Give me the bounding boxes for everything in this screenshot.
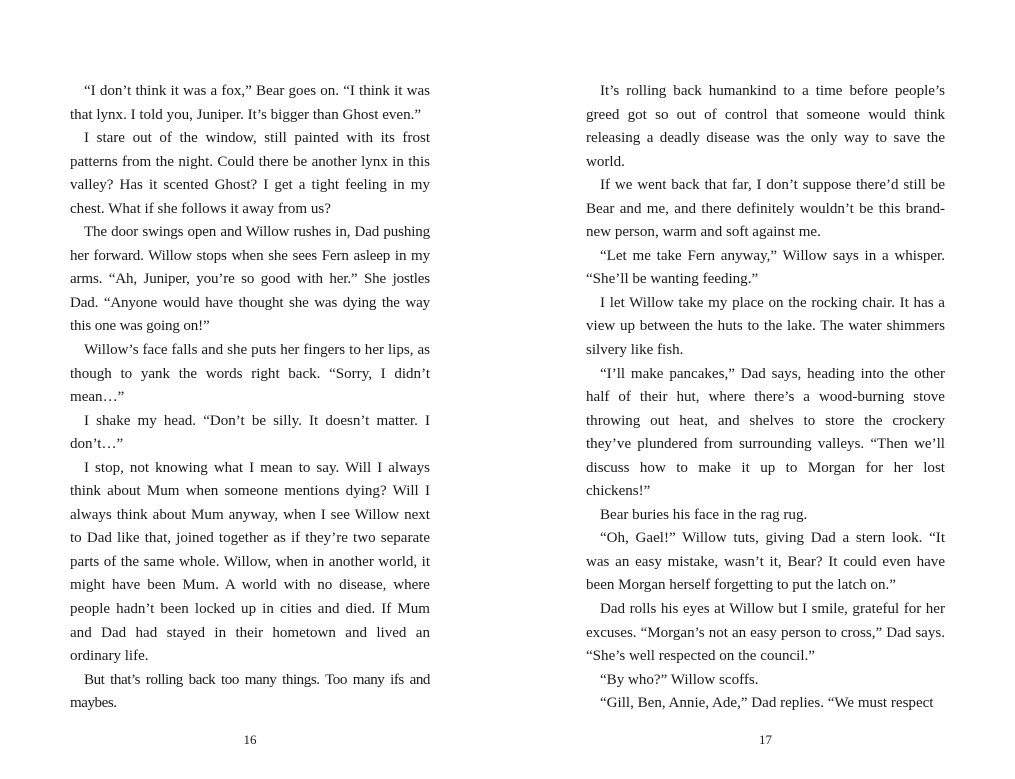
- paragraph: Bear buries his face in the rag rug.: [600, 506, 808, 523]
- paragraph: “Let me take Fern anyway,” Willow says in a whisper. “She’ll be wanting feeding.”: [586, 247, 945, 288]
- right-page: [586, 0, 945, 779]
- paragraph: It’s rolling back humankind to a time before people’s greed got so out of control that someone would think releasing a deadly disease was the only way to save the world.: [586, 83, 945, 170]
- paragraph: I stare out of the window, still painted with its frost patterns from the night. Could there be another lynx in this valley? Has it scented Ghost? I get a tight feeling in my chest. What if she follows it away from us?: [70, 130, 430, 217]
- paragraph: Willow’s face falls and she puts her fingers to her lips, as though to yank the words right back. “Sorry, I didn’t mean…”: [70, 342, 430, 406]
- paragraph: “By who?” Willow scoffs.: [600, 671, 759, 688]
- paragraph: I let Willow take my place on the rocking chair. It has a view up between the huts to the lake. The water shimmers silvery like fish.: [586, 294, 945, 359]
- right-page-text: [586, 80, 945, 716]
- paragraph: “Oh, Gael!” Willow tuts, giving Dad a stern look. “It was an easy mistake, wasn’t it, Bear? It could even have been Morgan herself forgetting to put the latch on.”: [586, 530, 945, 594]
- paragraph: “Gill, Ben, Annie, Ade,” Dad replies. “We must respect: [600, 695, 934, 712]
- left-page-text: [70, 80, 430, 716]
- paragraph: The door swings open and Willow rushes in, Dad pushing her forward. Willow stops when she sees Fern asleep in my arms. “Ah, Juniper, you’re so good with her.” She jostles Dad. “Anyone would have thought she was dying the way this one was going on!”: [70, 224, 430, 335]
- left-page: [70, 0, 430, 779]
- page-number: 16: [243, 732, 257, 747]
- paragraph: I stop, not knowing what I mean to say. Will I always think about Mum when someone mentions dying? Will I always think about Mum anyway, when I see Willow next to Dad like that, joined together as if they’re two separate parts of the same whole. Willow, when in another world, it might have been Mum. A world with no disease, where people hadn’t been locked up in cities and died. If Mum and Dad had stayed in their hometown and lived an ordinary life.: [70, 459, 430, 665]
- paragraph: I shake my head. “Don’t be silly. It doesn’t matter. I don’t…”: [70, 412, 430, 453]
- paragraph: “I don’t think it was a fox,” Bear goes on. “I think it was that lynx. I told you, Juniper. It’s bigger than Ghost even.”: [70, 83, 430, 123]
- paragraph: But that’s rolling back too many things. Too many ifs and maybes.: [70, 671, 430, 712]
- page-number: 17: [759, 732, 772, 747]
- paragraph: “I’ll make pancakes,” Dad says, heading into the other half of their hut, where there’s a wood-burning stove throwing out heat, and shelves to store the crockery they’ve plundered from surrounding valleys. “Then we’ll discuss how to make it up to Morgan for her lost chickens!”: [586, 365, 945, 500]
- paragraph: Dad rolls his eyes at Willow but I smile, grateful for her excuses. “Morgan’s not an easy person to cross,” Dad says. “She’s well respected on the council.”: [586, 601, 945, 665]
- paragraph: If we went back that far, I don’t suppose there’d still be Bear and me, and there definitely wouldn’t be this brand-new person, warm and soft against me.: [586, 177, 945, 241]
